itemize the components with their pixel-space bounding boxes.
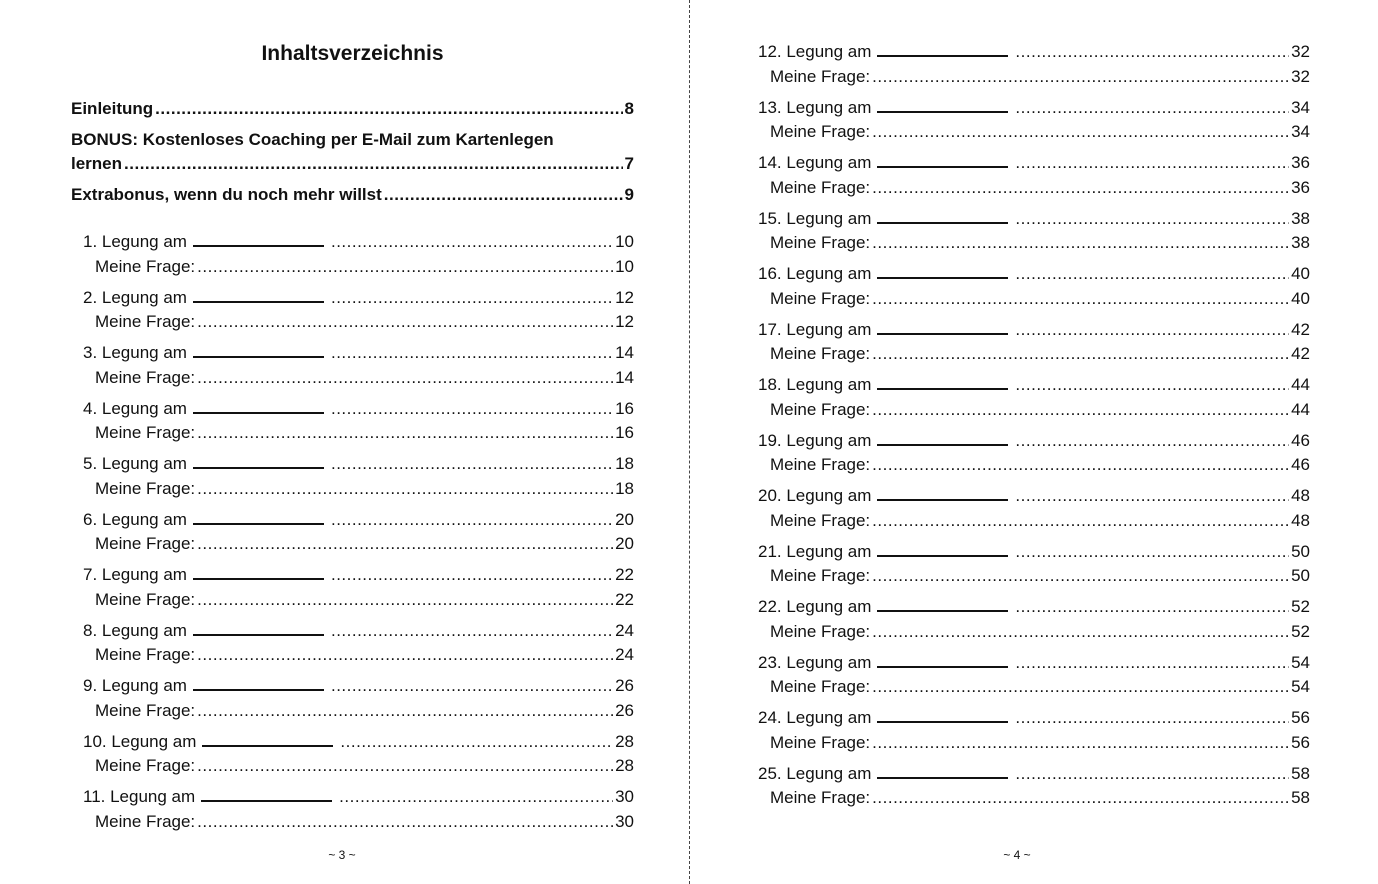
date-blank-line [193, 676, 324, 691]
frage-label: Meine Frage: [95, 256, 196, 276]
date-blank-line [193, 288, 324, 303]
dot-leader [872, 65, 1289, 90]
frage-label: Meine Frage: [95, 423, 196, 442]
legung-row[interactable] [758, 762, 1310, 787]
legung-page: 34 [1291, 97, 1310, 117]
dot-leader [872, 509, 1289, 534]
legung-label: 25. Legung am [758, 763, 872, 783]
frage-page: 12 [615, 312, 634, 331]
toc-entry [83, 230, 634, 279]
legung-row[interactable] [83, 397, 634, 422]
toc-item-label: Extrabonus, wenn du noch mehr willst [71, 185, 382, 204]
dot-leader [331, 508, 613, 533]
dot-leader [872, 786, 1289, 811]
toc-item-page: 8 [624, 99, 634, 118]
date-blank-line [193, 399, 324, 414]
date-blank-line [877, 375, 1008, 390]
frage-label: Meine Frage: [770, 66, 871, 86]
dot-leader [1015, 373, 1289, 398]
toc-entry [758, 207, 1310, 256]
legung-label: 11. Legung am [83, 787, 196, 806]
legung-label: 14. Legung am [758, 153, 872, 172]
toc-item-bonus[interactable] [71, 128, 634, 176]
legung-page: 36 [1291, 153, 1310, 172]
legung-page: 54 [1291, 652, 1310, 672]
frage-row[interactable] [758, 342, 1310, 367]
frage-row[interactable] [758, 287, 1310, 312]
dot-leader [155, 97, 622, 121]
date-blank-line [877, 320, 1008, 335]
frage-page: 58 [1291, 788, 1310, 807]
toc-entry [83, 619, 634, 668]
legung-page: 50 [1291, 541, 1310, 561]
toc-entry [83, 286, 634, 335]
date-blank-line [193, 621, 324, 636]
date-blank-line [193, 232, 324, 247]
dot-leader [331, 341, 613, 366]
frage-page: 36 [1291, 177, 1310, 197]
dot-leader [197, 810, 613, 835]
frage-label: Meine Frage: [770, 510, 871, 530]
legung-page: 58 [1291, 763, 1310, 783]
toc-item-page: 7 [624, 154, 634, 173]
toc-entry [758, 318, 1310, 367]
toc-entry [758, 96, 1310, 145]
frage-page: 22 [615, 589, 634, 609]
date-blank-line [877, 708, 1008, 723]
dot-leader [331, 397, 613, 422]
frage-label: Meine Frage: [95, 700, 196, 720]
legung-row[interactable] [83, 230, 634, 255]
legung-page: 14 [615, 343, 634, 362]
legung-row[interactable] [83, 563, 634, 588]
date-blank-line [193, 565, 324, 580]
frage-label: Meine Frage: [95, 478, 196, 498]
legung-label: 13. Legung am [758, 97, 872, 117]
legung-label: 9. Legung am [83, 676, 187, 695]
dot-leader [872, 287, 1289, 312]
dot-leader [197, 532, 613, 557]
frage-label: Meine Frage: [770, 566, 871, 585]
toc-item-label-line2: lernen [71, 154, 123, 173]
legung-page: 28 [615, 731, 634, 751]
legung-label: 10. Legung am [83, 731, 197, 751]
frage-row[interactable] [758, 453, 1310, 478]
legung-row[interactable] [83, 508, 634, 533]
legung-label: 16. Legung am [758, 264, 872, 283]
frage-row[interactable] [83, 810, 634, 835]
dot-leader [197, 366, 613, 391]
frage-label: Meine Frage: [95, 589, 196, 609]
frage-row[interactable] [758, 675, 1310, 700]
toc-entry [758, 762, 1310, 811]
toc-entry [758, 429, 1310, 478]
frage-label: Meine Frage: [95, 811, 196, 831]
dot-leader [872, 176, 1289, 201]
frage-page: 30 [615, 811, 634, 831]
frage-page: 24 [615, 645, 634, 664]
legung-page: 16 [615, 398, 634, 418]
date-blank-line [877, 486, 1008, 501]
legung-page: 22 [615, 565, 634, 584]
legung-row[interactable] [758, 595, 1310, 620]
dot-leader [124, 152, 623, 176]
date-blank-line [202, 732, 333, 747]
toc-item-label-line1: BONUS: Kostenloses Coaching per E-Mail zum Kartenlegen [71, 130, 554, 149]
date-blank-line [877, 153, 1008, 168]
frage-page: 38 [1291, 233, 1310, 252]
legung-label: 4. Legung am [83, 398, 187, 418]
toc-entry [758, 151, 1310, 200]
frage-label: Meine Frage: [95, 756, 196, 775]
legung-label: 1. Legung am [83, 232, 187, 251]
toc-entry [83, 341, 634, 390]
date-blank-line [877, 431, 1008, 446]
frage-page: 48 [1291, 510, 1310, 530]
toc-entry [83, 563, 634, 612]
frage-page: 16 [615, 423, 634, 442]
legung-page: 48 [1291, 486, 1310, 505]
frage-label: Meine Frage: [770, 288, 871, 308]
frage-row[interactable] [758, 398, 1310, 423]
legung-page: 52 [1291, 597, 1310, 616]
frage-page: 34 [1291, 122, 1310, 141]
legung-label: 6. Legung am [83, 509, 187, 529]
legung-row[interactable] [83, 452, 634, 477]
frage-page: 28 [615, 756, 634, 775]
toc-entry [83, 508, 634, 557]
frage-label: Meine Frage: [770, 732, 871, 752]
frage-row[interactable] [758, 176, 1310, 201]
date-blank-line [877, 542, 1008, 557]
toc-entry [758, 484, 1310, 533]
legung-row[interactable] [758, 207, 1310, 232]
toc-main-list [71, 97, 634, 214]
legung-label: 22. Legung am [758, 597, 872, 616]
toc-item-page: 9 [624, 185, 634, 204]
date-blank-line [193, 343, 324, 358]
legung-row[interactable] [83, 730, 634, 755]
legung-row[interactable] [83, 619, 634, 644]
toc-entry [83, 785, 634, 834]
legung-label: 20. Legung am [758, 486, 872, 505]
toc-entry [83, 730, 634, 779]
toc-entry [758, 651, 1310, 700]
frage-label: Meine Frage: [95, 534, 196, 553]
frage-label: Meine Frage: [770, 399, 871, 419]
dot-leader [331, 563, 613, 588]
legung-row[interactable] [83, 341, 634, 366]
dot-leader [197, 477, 613, 502]
frage-label: Meine Frage: [770, 344, 871, 363]
frage-page: 20 [615, 534, 634, 553]
frage-row[interactable] [83, 366, 634, 391]
dot-leader [331, 619, 613, 644]
legung-label: 3. Legung am [83, 343, 187, 362]
frage-label: Meine Frage: [95, 645, 196, 664]
frage-row[interactable] [758, 731, 1310, 756]
dot-leader [1015, 40, 1289, 65]
dot-leader [872, 675, 1289, 700]
frage-row[interactable] [83, 310, 634, 335]
legung-label: 18. Legung am [758, 375, 872, 394]
dot-leader [197, 255, 613, 280]
frage-row[interactable] [83, 699, 634, 724]
toc-item-einleitung[interactable] [71, 97, 634, 121]
frage-page: 52 [1291, 621, 1310, 641]
frage-row[interactable] [758, 231, 1310, 256]
legung-page: 18 [615, 454, 634, 473]
frage-page: 18 [615, 478, 634, 498]
dot-leader [1015, 762, 1289, 787]
legung-label: 23. Legung am [758, 652, 872, 672]
legung-page: 40 [1291, 264, 1310, 283]
page-divider [689, 0, 690, 884]
dot-leader [1015, 429, 1289, 454]
legung-page: 44 [1291, 375, 1310, 394]
dot-leader [1015, 484, 1289, 509]
dot-leader [872, 231, 1289, 256]
legung-row[interactable] [758, 151, 1310, 176]
dot-leader [1015, 706, 1289, 731]
legung-page: 24 [615, 620, 634, 640]
legung-page: 46 [1291, 430, 1310, 450]
legung-label: 24. Legung am [758, 708, 872, 727]
page-number-footer: ~ 3 ~ [328, 848, 356, 862]
frage-page: 44 [1291, 399, 1310, 419]
legung-label: 19. Legung am [758, 430, 872, 450]
frage-row[interactable] [83, 754, 634, 779]
dot-leader [331, 452, 613, 477]
date-blank-line [877, 98, 1008, 113]
dot-leader [1015, 318, 1289, 343]
legung-label: 12. Legung am [758, 42, 872, 61]
legung-row[interactable] [758, 484, 1310, 509]
toc-entry [758, 40, 1310, 89]
frage-row[interactable] [758, 120, 1310, 145]
page-right [691, 0, 1378, 884]
dot-leader [197, 643, 613, 668]
legung-row[interactable] [758, 96, 1310, 121]
legung-label: 7. Legung am [83, 565, 187, 584]
date-blank-line [877, 764, 1008, 779]
dot-leader [1015, 651, 1289, 676]
legung-row[interactable] [758, 373, 1310, 398]
legung-label: 2. Legung am [83, 287, 187, 307]
dot-leader [331, 230, 613, 255]
toc-entry [758, 373, 1310, 422]
dot-leader [331, 286, 613, 311]
dot-leader [197, 699, 613, 724]
dot-leader [872, 731, 1289, 756]
frage-page: 46 [1291, 455, 1310, 474]
dot-leader [339, 785, 613, 810]
legung-label: 8. Legung am [83, 620, 187, 640]
legung-row[interactable] [758, 429, 1310, 454]
frage-label: Meine Frage: [770, 455, 871, 474]
legung-page: 56 [1291, 708, 1310, 727]
frage-page: 26 [615, 700, 634, 720]
legung-page: 10 [615, 232, 634, 251]
dot-leader [872, 342, 1289, 367]
frage-row[interactable] [83, 588, 634, 613]
legung-page: 42 [1291, 319, 1310, 339]
legung-row[interactable] [83, 286, 634, 311]
legung-page: 30 [615, 787, 634, 806]
legung-label: 21. Legung am [758, 541, 872, 561]
toc-title: Inhaltsverzeichnis [261, 42, 444, 65]
date-blank-line [877, 597, 1008, 612]
date-blank-line [877, 653, 1008, 668]
date-blank-line [193, 454, 324, 469]
frage-label: Meine Frage: [95, 367, 196, 387]
dot-leader [197, 421, 613, 446]
legung-label: 17. Legung am [758, 319, 872, 339]
date-blank-line [201, 787, 332, 802]
frage-row[interactable] [83, 643, 634, 668]
legung-page: 32 [1291, 42, 1310, 61]
dot-leader [1015, 262, 1289, 287]
frage-page: 10 [615, 256, 634, 276]
date-blank-line [877, 42, 1008, 57]
dot-leader [872, 564, 1289, 589]
frage-page: 40 [1291, 288, 1310, 308]
frage-row[interactable] [83, 477, 634, 502]
toc-entry [758, 595, 1310, 644]
dot-leader [872, 398, 1289, 423]
dot-leader [197, 754, 613, 779]
frage-page: 14 [615, 367, 634, 387]
frage-label: Meine Frage: [770, 177, 871, 197]
toc-entry [758, 540, 1310, 589]
page-number-footer: ~ 4 ~ [1003, 848, 1031, 862]
legung-row[interactable] [758, 318, 1310, 343]
dot-leader [197, 310, 613, 335]
dot-leader [197, 588, 613, 613]
date-blank-line [877, 209, 1008, 224]
frage-page: 54 [1291, 677, 1310, 696]
frage-row[interactable] [83, 532, 634, 557]
legung-row[interactable] [758, 40, 1310, 65]
frage-row[interactable] [758, 509, 1310, 534]
frage-row[interactable] [758, 564, 1310, 589]
legung-page: 38 [1291, 208, 1310, 228]
dot-leader [1015, 540, 1289, 565]
legung-row[interactable] [83, 674, 634, 699]
toc-entry [758, 706, 1310, 755]
dot-leader [1015, 96, 1289, 121]
dot-leader [872, 620, 1289, 645]
frage-label: Meine Frage: [770, 122, 871, 141]
legung-row[interactable] [758, 706, 1310, 731]
frage-page: 56 [1291, 732, 1310, 752]
date-blank-line [193, 510, 324, 525]
toc-item-extrabonus[interactable] [71, 183, 634, 207]
frage-label: Meine Frage: [770, 621, 871, 641]
legung-row[interactable] [758, 651, 1310, 676]
frage-row[interactable] [758, 786, 1310, 811]
frage-page: 50 [1291, 566, 1310, 585]
dot-leader [1015, 207, 1289, 232]
frage-label: Meine Frage: [770, 788, 871, 807]
legung-page: 12 [615, 287, 634, 307]
date-blank-line [877, 264, 1008, 279]
frage-page: 42 [1291, 344, 1310, 363]
frage-row[interactable] [758, 65, 1310, 90]
dot-leader [340, 730, 613, 755]
frage-page: 32 [1291, 66, 1310, 86]
dot-leader [1015, 151, 1289, 176]
toc-entry [83, 397, 634, 446]
legung-page: 20 [615, 509, 634, 529]
frage-label: Meine Frage: [95, 312, 196, 331]
dot-leader [872, 453, 1289, 478]
toc-legung-list-right [758, 40, 1310, 817]
frage-label: Meine Frage: [770, 233, 871, 252]
toc-entry [83, 674, 634, 723]
toc-item-label: Einleitung [71, 99, 154, 118]
toc-entry [758, 262, 1310, 311]
dot-leader [384, 183, 623, 207]
dot-leader [331, 674, 613, 699]
frage-label: Meine Frage: [770, 677, 871, 696]
legung-row[interactable] [758, 262, 1310, 287]
frage-row[interactable] [758, 620, 1310, 645]
dot-leader [872, 120, 1289, 145]
legung-label: 15. Legung am [758, 208, 872, 228]
toc-entry [83, 452, 634, 501]
dot-leader [1015, 595, 1289, 620]
legung-row[interactable] [83, 785, 634, 810]
legung-label: 5. Legung am [83, 454, 187, 473]
frage-row[interactable] [83, 421, 634, 446]
toc-legung-list-left [83, 230, 634, 841]
legung-row[interactable] [758, 540, 1310, 565]
frage-row[interactable] [83, 255, 634, 280]
legung-page: 26 [615, 676, 634, 695]
